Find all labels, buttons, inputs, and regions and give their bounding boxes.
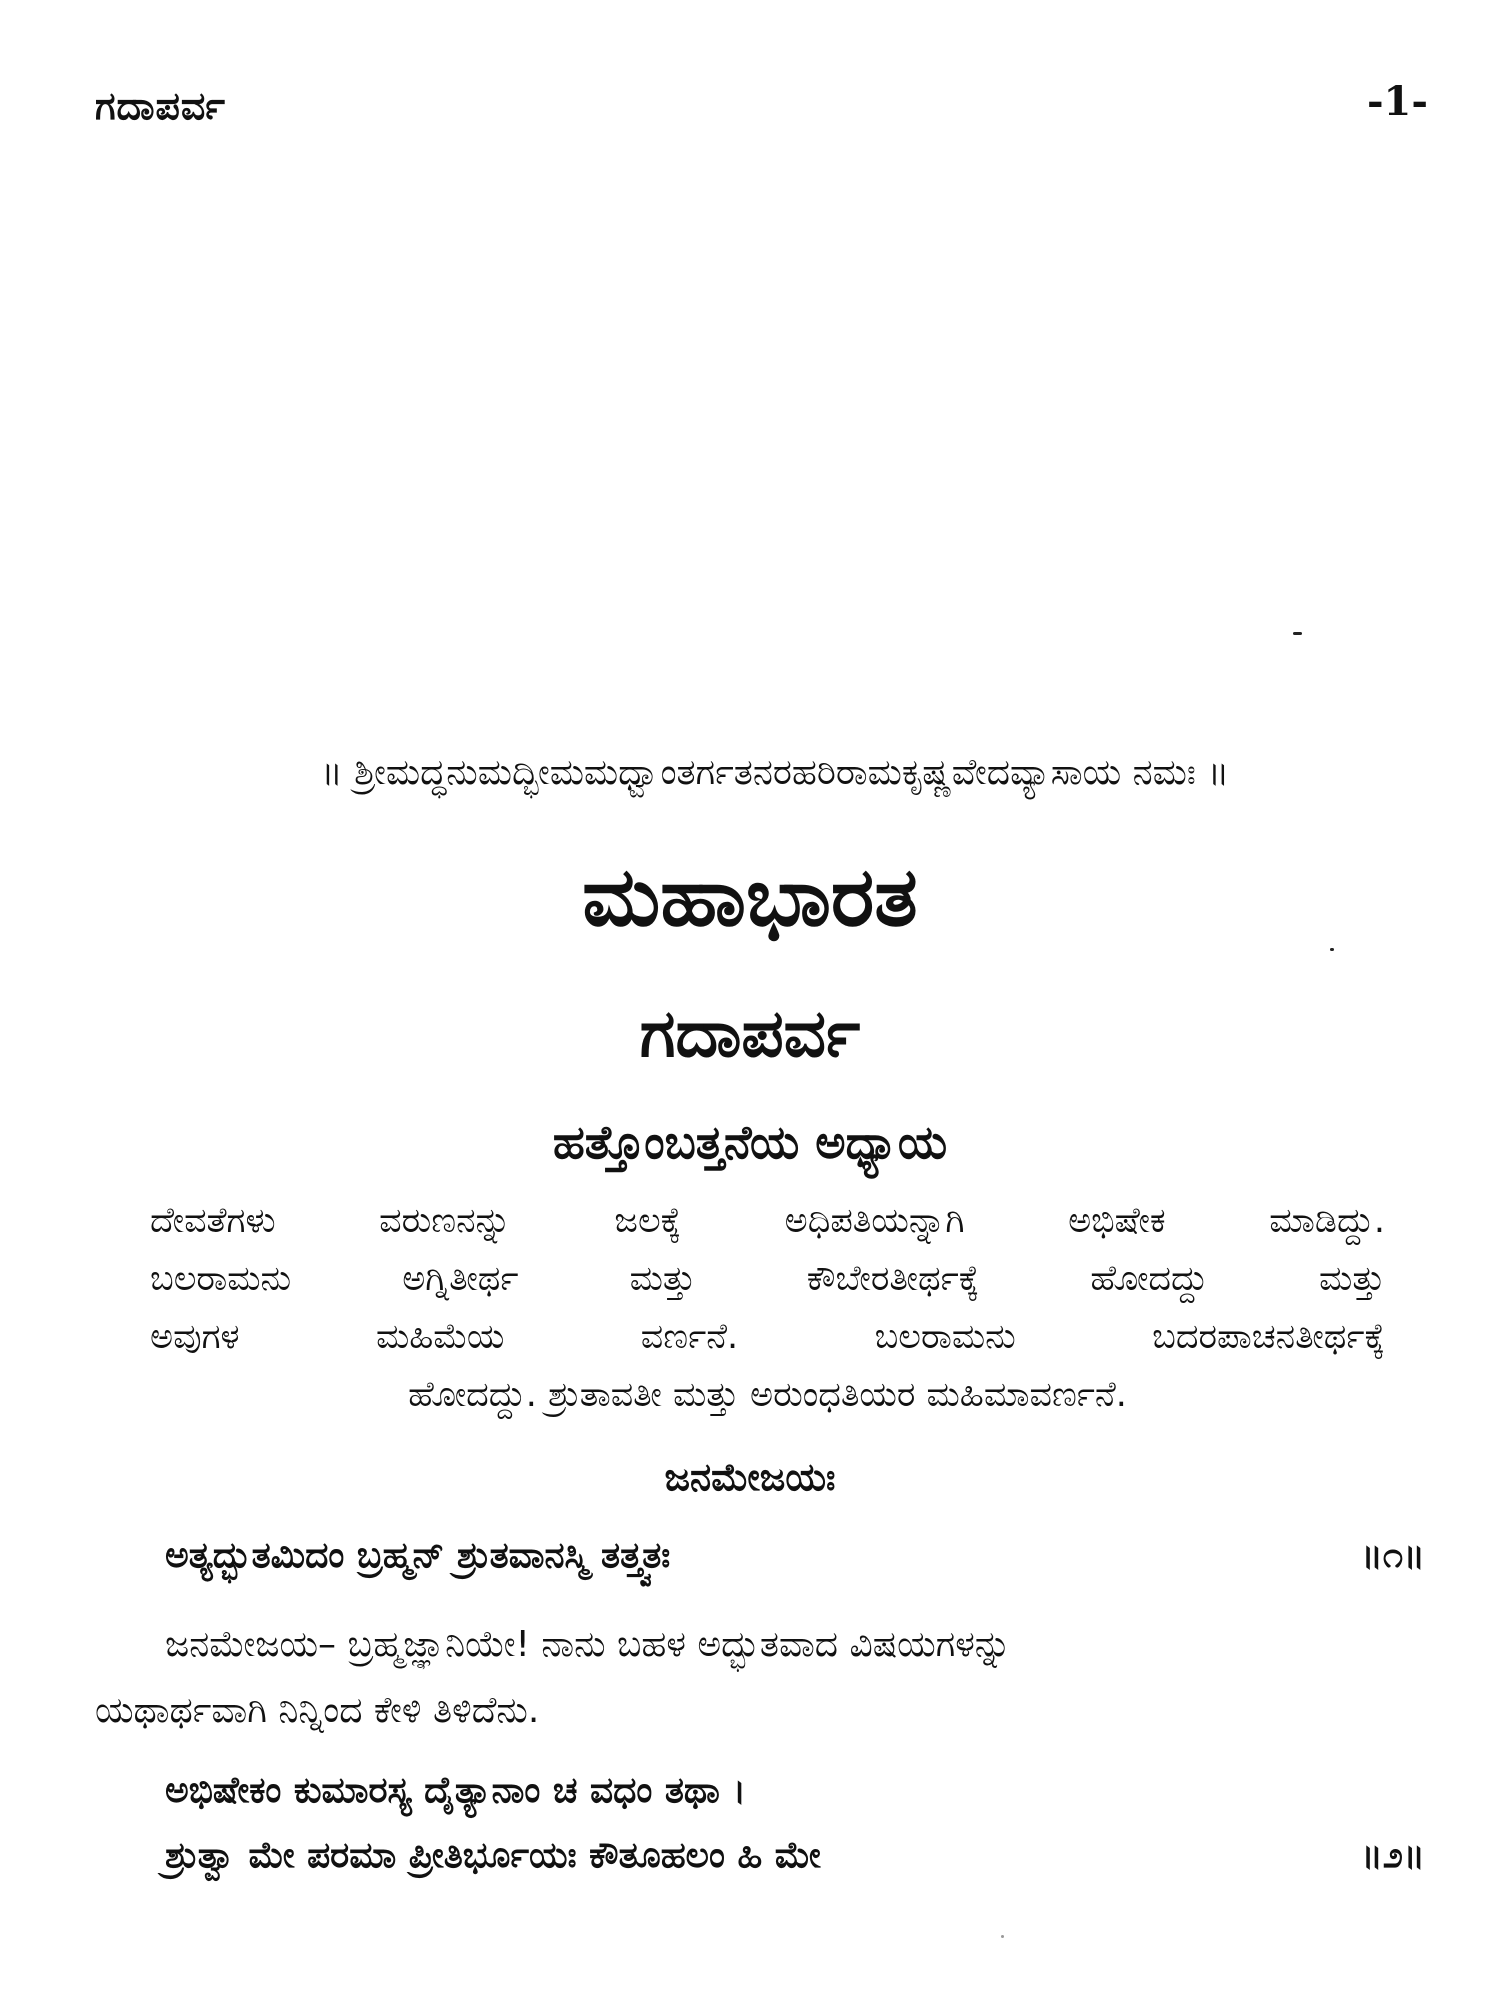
translation-line: ಯಥಾರ್ಥವಾಗಿ ನಿನ್ನಿಂದ ಕೇಳಿ ತಿಳಿದೆನು. [95, 1690, 540, 1731]
summary-line: ಬಲರಾಮನು ಅಗ್ನಿತೀರ್ಥ ಮತ್ತು ಕೌಬೇರತೀರ್ಥಕ್ಕೆ ಹೋದದ್ದು ಮತ್ತು [150, 1259, 1385, 1299]
page-number: -1- [1366, 78, 1428, 125]
book-title: ಮಹಾಭಾರತ [582, 850, 918, 945]
translation-line: ಜನಮೇಜಯ– ಬ್ರಹ್ಮಜ್ಞಾನಿಯೇ! ನಾನು ಬಹಳ ಅದ್ಭುತವಾದ ವಿಷಯಗಳನ್ನು [165, 1624, 1012, 1665]
print-speck [1001, 1935, 1004, 1938]
summary-line: ಅವುಗಳ ಮಹಿಮೆಯ ವರ್ಣನೆ. ಬಲರಾಮನು ಬದರಪಾಚನತೀರ್ಥಕ್ಕೆ [150, 1317, 1385, 1357]
translation-1 [95, 1612, 1440, 1744]
chapter-summary [150, 1192, 1385, 1424]
speaker-heading: ಜನಮೇಜಯಃ [664, 1455, 836, 1499]
verse-2-line-2 [165, 1835, 1425, 1877]
verse-text: ಅಭಿಷೇಕಂ ಕುಮಾರಸ್ಯ ದೈತ್ಯಾನಾಂ ಚ ವಧಂ ತಥಾ । [165, 1770, 747, 1811]
chapter-title: ಹತ್ತೊಂಬತ್ತನೆಯ ಅಧ್ಯಾಯ [552, 1115, 948, 1169]
summary-line: ಹೋದದ್ದು. ಶ್ರುತಾವತೀ ಮತ್ತು ಅರುಂಧತಿಯರ ಮಹಿಮಾವರ್ಣನೆ. [408, 1375, 1127, 1415]
running-head: ಗದಾಪರ್ವ [95, 84, 226, 128]
verse-number: ॥೧॥ [1360, 1535, 1425, 1576]
print-speck [1330, 948, 1334, 951]
verse-text: ಶ್ರುತ್ವಾ ಮೇ ಪರಮಾ ಪ್ರೀತಿರ್ಭೂಯಃ ಕೌತೂಹಲಂ ಹಿ ಮೇ [165, 1835, 821, 1876]
verse-text: ಅತ್ಯದ್ಭುತಮಿದಂ ಬ್ರಹ್ಮನ್ ಶ್ರುತವಾನಸ್ಮಿ ತತ್ತ್ವತಃ [165, 1535, 671, 1576]
print-speck [1293, 632, 1302, 635]
invocation-line: ॥ ಶ್ರೀಮದ್ಧನುಮದ್ಭೀಮಮಧ್ವಾಂತರ್ಗತನರಹರಿರಾಮಕೃಷ್ಣವೇದವ್ಯಾಸಾಯ ನಮಃ ॥ [320, 752, 1230, 793]
parva-title: ಗದಾಪರ್ವ [639, 995, 861, 1072]
verse-1 [165, 1535, 1425, 1577]
verse-2-line-1 [165, 1770, 1425, 1812]
verse-number: ॥೨॥ [1360, 1835, 1425, 1876]
summary-line: ದೇವತೆಗಳು ವರುಣನನ್ನು ಜಲಕ್ಕೆ ಅಧಿಪತಿಯನ್ನಾಗಿ ಅಭಿಷೇಕ ಮಾಡಿದ್ದು. [150, 1201, 1385, 1241]
